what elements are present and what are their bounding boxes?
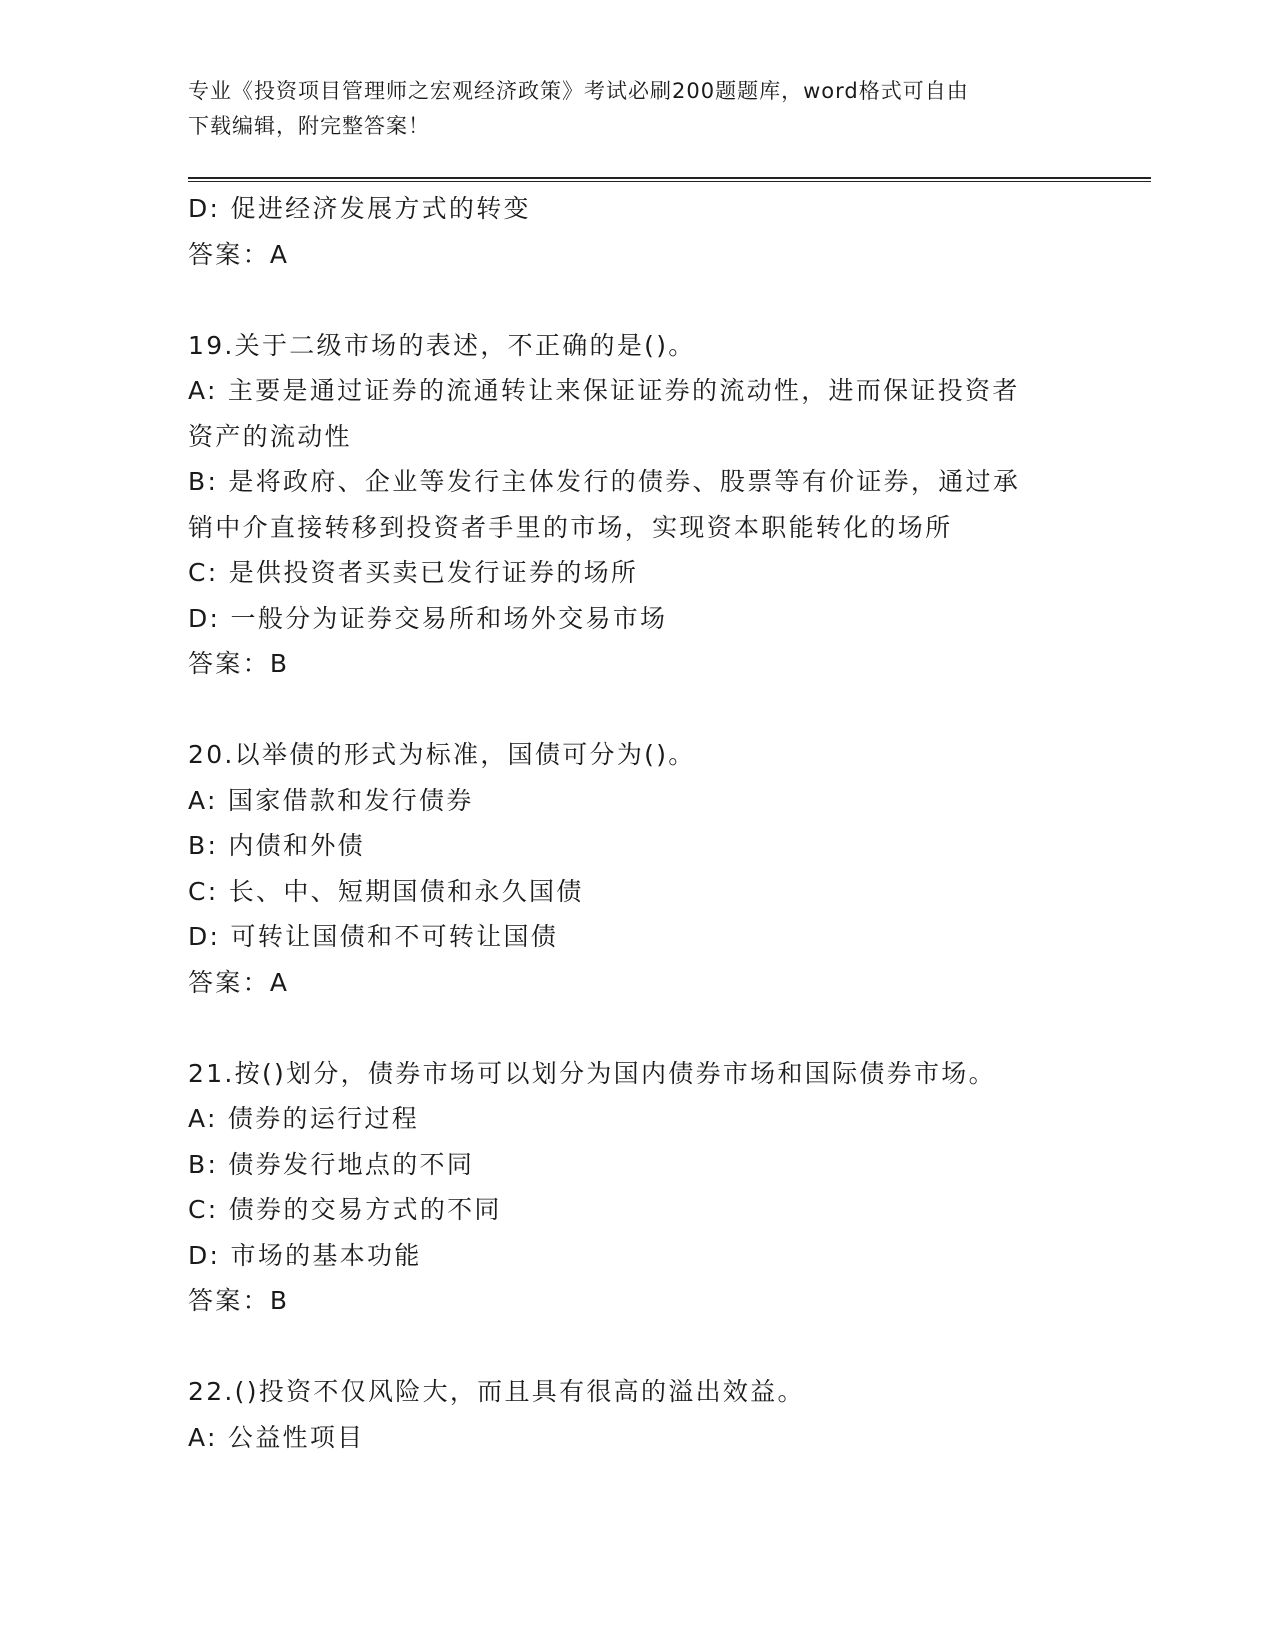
option-b: B: 债券发行地点的不同 <box>188 1149 475 1179</box>
question-stem: 19.关于二级市场的表述，不正确的是()。 <box>188 330 696 360</box>
question-20 <box>188 732 1088 1005</box>
question-stem: 20.以举债的形式为标准，国债可分为()。 <box>188 740 696 769</box>
spacer <box>188 1324 1088 1370</box>
document-header <box>188 74 1088 144</box>
question-stem: 22.()投资不仅风险大，而且具有很高的溢出效益。 <box>188 1377 805 1406</box>
header-line-1: 专业《投资项目管理师之宏观经济政策》考试必刷200题题库，word格式可自由 <box>188 79 969 103</box>
question-content <box>188 186 1088 1460</box>
option-a: A: 债券的运行过程 <box>188 1104 420 1133</box>
option-b: B: 内债和外债 <box>188 831 365 860</box>
option-c: C: 债券的交易方式的不同 <box>188 1195 502 1224</box>
header-rule <box>188 177 1151 182</box>
option-c: C: 长、中、短期国债和永久国债 <box>188 876 584 906</box>
question-21 <box>188 1051 1088 1324</box>
option-a: A: 国家借款和发行债券 <box>188 785 474 815</box>
question-stem: 21.按()划分，债券市场可以划分为国内债券市场和国际债券市场。 <box>188 1058 996 1088</box>
question-22 <box>188 1369 1088 1460</box>
option-a-continued: 资产的流动性 <box>188 421 352 451</box>
spacer <box>188 687 1088 733</box>
spacer <box>188 1005 1088 1051</box>
answer-line: 答案：A <box>188 967 290 997</box>
option-b-continued: 销中介直接转移到投资者手里的市场，实现资本职能转化的场所 <box>188 512 953 542</box>
answer-line: 答案：B <box>188 649 290 678</box>
option-b: B: 是将政府、企业等发行主体发行的债券、股票等有价证券，通过承 <box>188 467 1021 496</box>
answer-line: 答案：A <box>188 239 290 269</box>
header-line-2: 下载编辑，附完整答案！ <box>188 114 430 138</box>
option-a: A: 公益性项目 <box>188 1422 365 1452</box>
answer-line: 答案：B <box>188 1286 290 1315</box>
option-d: D: 促进经济发展方式的转变 <box>188 194 531 223</box>
spacer <box>188 277 1088 323</box>
option-c: C: 是供投资者买卖已发行证券的场所 <box>188 558 639 587</box>
question-19 <box>188 323 1088 687</box>
option-d: D: 市场的基本功能 <box>188 1240 422 1270</box>
option-a: A: 主要是通过证券的流通转让来保证证券的流动性，进而保证投资者 <box>188 376 1020 405</box>
option-d: D: 可转让国债和不可转让国债 <box>188 922 559 951</box>
option-d: D: 一般分为证券交易所和场外交易市场 <box>188 603 668 633</box>
